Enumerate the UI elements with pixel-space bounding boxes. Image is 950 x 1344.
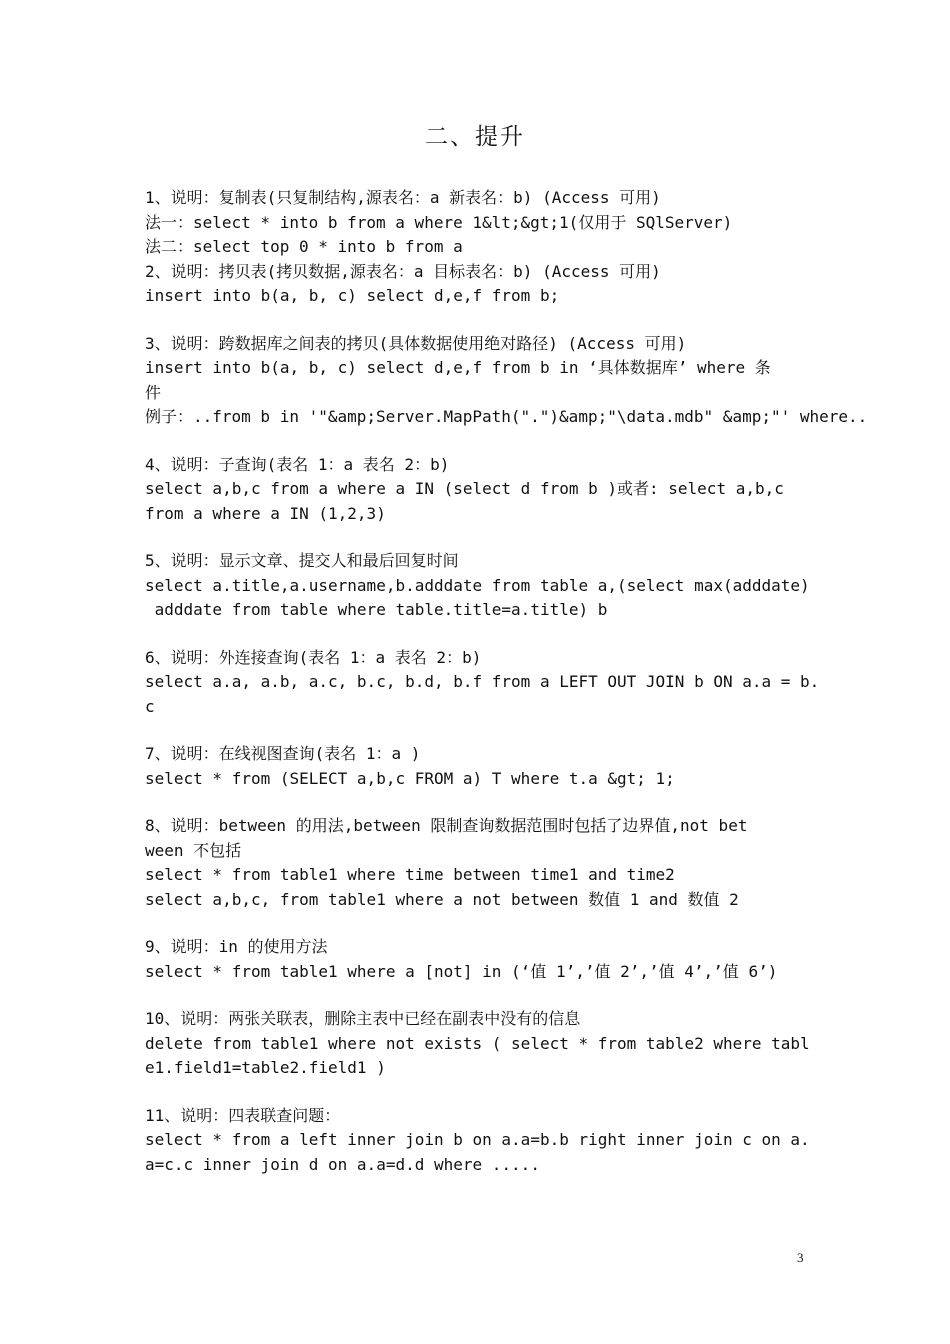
section (145, 935, 875, 984)
text-line: select a.title,a.username,b.adddate from table a,(select max(adddate) (145, 575, 810, 595)
text-line: e1.field1=table2.field1 ) (145, 1058, 386, 1077)
text-line: 法二：select top 0 * into b from a (145, 237, 463, 256)
text-line: 9、说明：in 的使用方法 (145, 937, 328, 956)
text-line: select a,b,c, from table1 where a not between 数值 1 and 数值 2 (145, 889, 739, 909)
text-line: 8、说明：between 的用法,between 限制查询数据范围时包括了边界值,not bet (145, 816, 748, 835)
section-gap (145, 791, 875, 814)
section (145, 332, 875, 430)
text-line: select * from a left inner join b on a.a=b.b right inner join c on a. (145, 1130, 810, 1149)
text-line: delete from table1 where not exists ( select * from table2 where tabl (145, 1033, 810, 1053)
text-line: 件 (145, 382, 162, 402)
text-line: insert into b(a, b, c) select d,e,f from b in ‘具体数据库’ where 条 (145, 358, 771, 377)
page-number: 3 (797, 1250, 804, 1265)
section (145, 549, 875, 623)
text-line: ween 不包括 (145, 840, 242, 860)
text-line: adddate from table where table.title=a.title) b (145, 600, 608, 619)
text-line: 4、说明：子查询(表名 1：a 表名 2：b) (145, 454, 450, 474)
document-body (145, 186, 875, 1177)
text-line: 1、说明：复制表(只复制结构,源表名：a 新表名：b) (Access 可用) (145, 188, 661, 207)
text-line: select * from (SELECT a,b,c FROM a) T where t.a &gt; 1; (145, 768, 675, 788)
section-gap (145, 526, 875, 549)
section-gap (145, 984, 875, 1007)
section (145, 186, 875, 309)
text-line: 5、说明：显示文章、提交人和最后回复时间 (145, 551, 459, 570)
section (145, 646, 875, 720)
text-line: 3、说明：跨数据库之间表的拷贝(具体数据使用绝对路径) (Access 可用) (145, 333, 687, 353)
text-line: c (145, 696, 155, 716)
section-gap (145, 430, 875, 453)
text-line: 7、说明：在线视图查询(表名 1：a ) (145, 744, 421, 763)
page-title: 二、提升 (425, 124, 525, 150)
text-line: from a where a IN (1,2,3) (145, 503, 386, 523)
section-gap (145, 912, 875, 935)
section (145, 453, 875, 527)
text-line: a=c.c inner join d on a.a=d.d where ..... (145, 1154, 540, 1174)
section (145, 742, 875, 791)
section-gap (145, 1081, 875, 1104)
text-line: select * from table1 where a [not] in (‘值 1’,’值 2’,’值 4’,’值 6’) (145, 961, 778, 981)
text-line: 11、说明：四表联查问题： (145, 1105, 341, 1125)
section (145, 814, 875, 912)
text-line: 法一：select * into b from a where 1&lt;&gt;1(仅用于 SQlServer) (145, 212, 733, 232)
text-line: select * from table1 where time between time1 and time2 (145, 865, 675, 884)
text-line: insert into b(a, b, c) select d,e,f from b; (145, 286, 560, 305)
section-gap (145, 623, 875, 646)
text-line: select a.a, a.b, a.c, b.c, b.d, b.f from a LEFT OUT JOIN b ON a.a = b. (145, 672, 820, 691)
text-line: select a,b,c from a where a IN (select d from b )或者: select a,b,c (145, 479, 784, 498)
text-line: 2、说明：拷贝表(拷贝数据,源表名：a 目标表名：b) (Access 可用) (145, 261, 661, 281)
section (145, 1007, 875, 1081)
section-gap (145, 719, 875, 742)
text-line: 6、说明：外连接查询(表名 1：a 表名 2：b) (145, 647, 482, 667)
text-line: 例子：..from b in '"&amp;Server.MapPath(".")&amp;"\data.mdb" &amp;"' where.. (145, 407, 868, 426)
text-line: 10、说明：两张关联表，删除主表中已经在副表中没有的信息 (145, 1009, 581, 1028)
section-gap (145, 309, 875, 332)
section (145, 1104, 875, 1178)
